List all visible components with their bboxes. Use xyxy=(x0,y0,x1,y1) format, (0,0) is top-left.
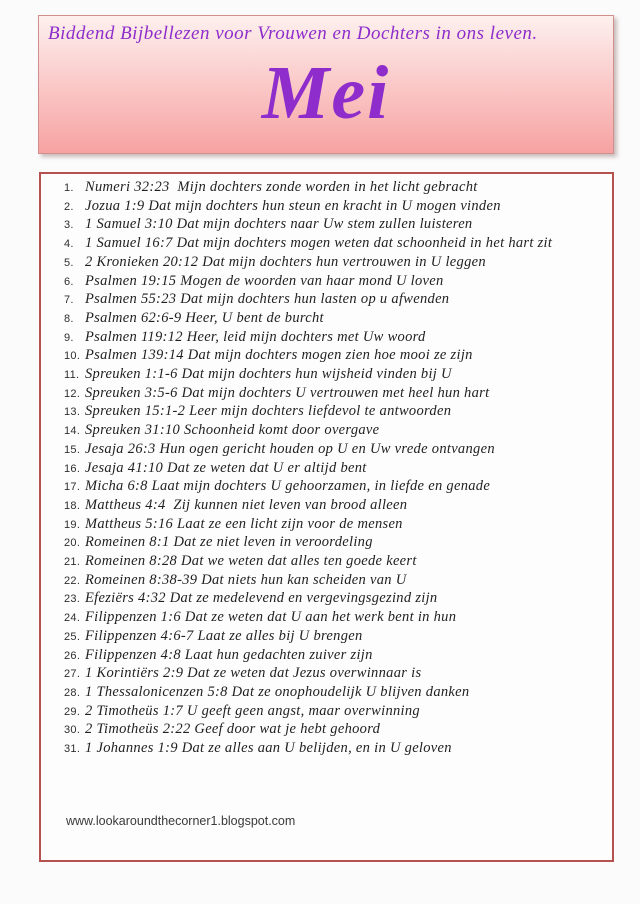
list-item: 1 Korintiërs 2:9 Dat ze weten dat Jezus overwinnaar is xyxy=(85,665,422,682)
list-item: Spreuken 1:1-6 Dat mijn dochters hun wijsheid vinden bij U xyxy=(85,366,452,383)
verse-list xyxy=(41,174,612,758)
list-item: Spreuken 15:1-2 Leer mijn dochters liefdevol te antwoorden xyxy=(85,403,452,420)
list-item: Efeziërs 4:32 Dat ze medelevend en vergevingsgezind zijn xyxy=(85,590,438,607)
list-item: Romeinen 8:38-39 Dat niets hun kan scheiden van U xyxy=(85,571,407,588)
list-item: 1 Samuel 16:7 Dat mijn dochters mogen weten dat schoonheid in het hart zit xyxy=(85,235,553,252)
list-item: Psalmen 62:6-9 Heer, U bent de burcht xyxy=(85,309,324,326)
footer-url: www.lookaroundthecorner1.blogspot.com xyxy=(66,814,296,828)
list-item: Romeinen 8:28 Dat we weten dat alles ten goede keert xyxy=(85,553,417,570)
list-item: Filippenzen 1:6 Dat ze weten dat U aan het werk bent in hun xyxy=(85,609,457,626)
header-banner xyxy=(38,15,614,154)
list-item: Jesaja 41:10 Dat ze weten dat U er altijd bent xyxy=(85,459,367,476)
list-item: Numeri 32:23 Mijn dochters zonde worden in het licht gebracht xyxy=(85,179,478,195)
list-item: 1 Johannes 1:9 Dat ze alles aan U belijden, en in U geloven xyxy=(85,740,452,757)
list-item: Micha 6:8 Laat mijn dochters U gehoorzamen, in liefde en genade xyxy=(85,478,491,495)
list-item: Jesaja 26:3 Hun ogen gericht houden op U en Uw vrede ontvangen xyxy=(85,440,495,457)
header-subtitle: Biddend Bijbellezen voor Vrouwen en Dochters in ons leven. xyxy=(48,23,538,44)
list-item: Psalmen 55:23 Dat mijn dochters hun lasten op u afwenden xyxy=(85,291,450,308)
month-title: Mei xyxy=(261,51,391,135)
list-item: 2 Kronieken 20:12 Dat mijn dochters hun vertrouwen in U leggen xyxy=(85,253,486,270)
list-item: Filippenzen 4:6-7 Laat ze alles bij U brengen xyxy=(85,627,363,644)
list-item: 2 Timotheüs 2:22 Geef door wat je hebt gehoord xyxy=(85,721,381,738)
list-item: 1 Samuel 3:10 Dat mijn dochters naar Uw stem zullen luisteren xyxy=(85,216,473,233)
list-item: Psalmen 139:14 Dat mijn dochters mogen zien hoe mooi ze zijn xyxy=(85,347,473,364)
list-item: Psalmen 119:12 Heer, leid mijn dochters met Uw woord xyxy=(85,328,426,345)
list-item: Filippenzen 4:8 Laat hun gedachten zuiver zijn xyxy=(85,646,373,663)
list-item: 2 Timotheüs 1:7 U geeft geen angst, maar overwinning xyxy=(85,702,420,719)
list-item: Spreuken 3:5-6 Dat mijn dochters U vertrouwen met heel hun hart xyxy=(85,384,490,401)
verse-list-box xyxy=(39,172,614,862)
list-item: Romeinen 8:1 Dat ze niet leven in veroordeling xyxy=(85,534,373,551)
list-item: Psalmen 19:15 Mogen de woorden van haar mond U loven xyxy=(85,272,444,289)
list-item: Mattheus 5:16 Laat ze een licht zijn voor de mensen xyxy=(85,515,403,532)
list-item: 1 Thessalonicenzen 5:8 Dat ze onophoudelijk U blijven danken xyxy=(85,683,470,700)
list-item: Jozua 1:9 Dat mijn dochters hun steun en kracht in U mogen vinden xyxy=(85,197,501,214)
list-item: Mattheus 4:4 Zij kunnen niet leven van brood alleen xyxy=(85,496,408,513)
list-item: Spreuken 31:10 Schoonheid komt door overgave xyxy=(85,422,380,439)
